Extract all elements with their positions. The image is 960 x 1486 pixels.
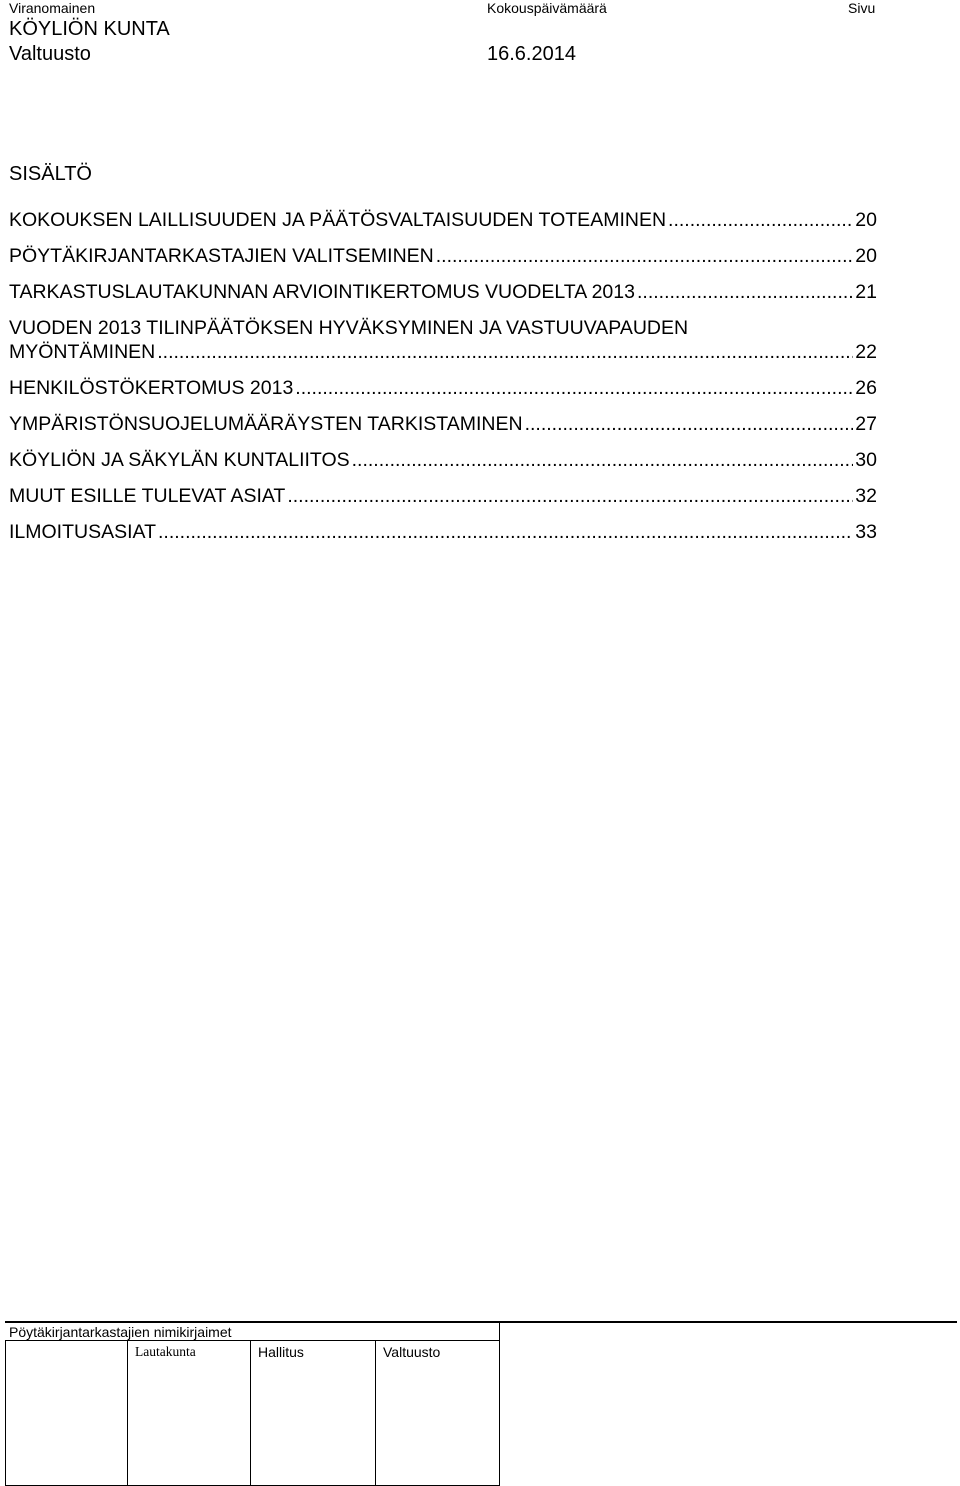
toc-entry-title: KOKOUKSEN LAILLISUUDEN JA PÄÄTÖSVALTAISUUDEN TOTEAMINEN [9,209,667,231]
footer-grid [5,1340,500,1486]
toc-dot-leader [525,412,854,436]
toc-dot-leader [637,280,853,304]
toc-entry-line [9,448,877,472]
toc-page-number: 20 [855,209,877,231]
toc-entry-title: KÖYLIÖN JA SÄKYLÄN KUNTALIITOS [9,449,350,471]
toc-page-number: 33 [855,521,877,543]
header-authority-label: Viranomainen [9,0,96,16]
toc-dot-leader [157,340,853,364]
toc-entry-title: HENKILÖSTÖKERTOMUS 2013 [9,377,294,399]
toc-entry[interactable] [9,412,877,436]
footer-signature-label: Pöytäkirjantarkastajien nimikirjaimet [9,1324,232,1340]
toc-entry[interactable] [9,448,877,472]
toc-entry-line [9,484,877,508]
footer-signature-table [5,1321,957,1486]
header-organization: KÖYLIÖN KUNTA [9,18,170,40]
toc-entry[interactable] [9,208,877,232]
toc-page-number: 32 [855,485,877,507]
table-of-contents [9,208,877,556]
footer-column-label: Valtuusto [383,1344,441,1360]
toc-dot-leader [668,208,853,232]
toc-entry[interactable] [9,244,877,268]
toc-entry-line [9,520,877,544]
toc-page-number: 22 [855,341,877,363]
toc-entry-title: PÖYTÄKIRJANTARKASTAJIEN VALITSEMINEN [9,245,434,267]
header-meeting-date: 16.6.2014 [487,43,576,65]
toc-entry-title: MYÖNTÄMINEN [9,341,156,363]
toc-entry[interactable] [9,316,877,364]
toc-entry-line [9,316,877,340]
toc-page-number: 20 [855,245,877,267]
toc-page-number: 30 [855,449,877,471]
toc-dot-leader [295,376,853,400]
toc-entry-title: MUUT ESILLE TULEVAT ASIAT [9,485,286,507]
footer-column-label: Lautakunta [135,1344,196,1359]
toc-entry-line [9,412,877,436]
header-governing-body: Valtuusto [9,43,91,65]
header-meeting-date-label: Kokouspäivämäärä [487,0,607,16]
footer-column-lautakunta [127,1341,250,1485]
toc-entry-line [9,280,877,304]
toc-entry[interactable] [9,520,877,544]
header-page-label: Sivu [848,0,876,16]
toc-dot-leader [352,448,854,472]
toc-entry-line [9,244,877,268]
footer-column-hallitus [250,1341,375,1485]
toc-entry-title: YMPÄRISTÖNSUOJELUMÄÄRÄYSTEN TARKISTAMINEN [9,413,523,435]
toc-dot-leader [287,484,853,508]
toc-entry-line [9,208,877,232]
toc-entry[interactable] [9,484,877,508]
footer-column-label: Hallitus [258,1344,304,1360]
toc-dot-leader [436,244,854,268]
toc-page-number: 21 [855,281,877,303]
toc-entry-title: VUODEN 2013 TILINPÄÄTÖKSEN HYVÄKSYMINEN JA VASTUUVAPAUDEN [9,317,689,339]
toc-dot-leader [158,520,853,544]
toc-entry-line [9,340,877,364]
toc-page-number: 27 [855,413,877,435]
toc-page-number: 26 [855,377,877,399]
toc-entry[interactable] [9,376,877,400]
toc-entry-line [9,376,877,400]
toc-entry-title: ILMOITUSASIAT [9,521,156,543]
footer-column-valtuusto [375,1341,500,1485]
toc-heading: SISÄLTÖ [9,163,92,185]
toc-entry-title: TARKASTUSLAUTAKUNNAN ARVIOINTIKERTOMUS VUODELTA 2013 [9,281,635,303]
toc-entry[interactable] [9,280,877,304]
